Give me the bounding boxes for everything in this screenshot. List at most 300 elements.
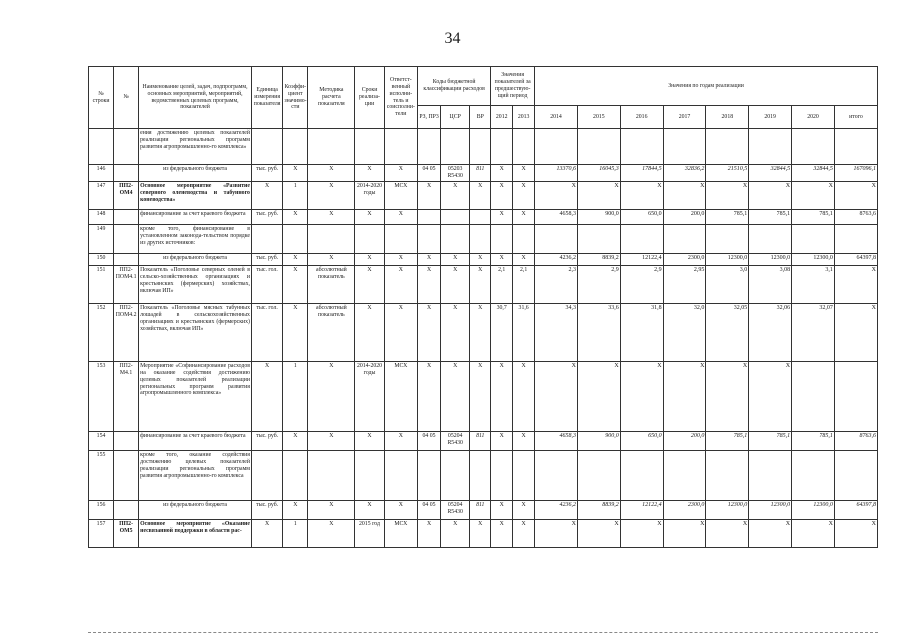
cell-v15 — [577, 129, 620, 165]
cell-rz: 04 05 — [418, 165, 441, 182]
cell-vr: X — [470, 253, 491, 265]
cell-method: X — [308, 519, 355, 547]
cell-method: X — [308, 431, 355, 450]
cell-method: X — [308, 165, 355, 182]
header-year-2013: 2013 — [513, 106, 535, 129]
header-code-csr: ЦСР — [441, 106, 470, 129]
cell-v19: 12300,0 — [749, 253, 792, 265]
cell-coef: X — [283, 253, 308, 265]
cell-v15: X — [577, 519, 620, 547]
cell-rz: X — [418, 519, 441, 547]
cell-rz: X — [418, 253, 441, 265]
cell-v18: 12300,0 — [706, 253, 749, 265]
cell-v18: X — [706, 181, 749, 209]
cell-unit: тыс. гол. — [251, 265, 282, 303]
cell-p13 — [513, 129, 535, 165]
cell-vr: X — [470, 361, 491, 431]
cell-term: X — [355, 500, 384, 519]
cell-coef — [283, 224, 308, 253]
cell-v15: X — [577, 181, 620, 209]
cell-v16: 650,0 — [620, 209, 663, 224]
cell-p13: 31,6 — [513, 303, 535, 361]
cell-coef — [283, 129, 308, 165]
cell-v17 — [663, 224, 706, 253]
cell-resp — [384, 224, 417, 253]
cell-p13: X — [513, 209, 535, 224]
cell-v15: 33,6 — [577, 303, 620, 361]
header-year-2017: 2017 — [663, 106, 706, 129]
cell-v15: X — [577, 361, 620, 431]
cell-v14: X — [535, 361, 578, 431]
cell-code — [114, 165, 139, 182]
cell-csr — [441, 224, 470, 253]
cell-v15: 16045,3 — [577, 165, 620, 182]
cell-csr: X — [441, 303, 470, 361]
cell-p12: X — [491, 253, 513, 265]
cell-vr: X — [470, 181, 491, 209]
table-body — [89, 129, 878, 548]
table-row — [89, 209, 878, 224]
cell-v14: 4658,3 — [535, 209, 578, 224]
cell-name: финансирование за счет краевого бюджета — [139, 431, 252, 450]
cell-name: Основное мероприятие «Развитие северного оленеводства и табунного коневодства» — [139, 181, 252, 209]
cell-code — [114, 500, 139, 519]
cell-resp: X — [384, 500, 417, 519]
cell-v15: 8839,2 — [577, 253, 620, 265]
cell-vr — [470, 224, 491, 253]
cell-code: ПП2-М4.1 — [114, 361, 139, 431]
cell-method — [308, 129, 355, 165]
cell-term: 2014-2020 годы — [355, 181, 384, 209]
cell-v16 — [620, 450, 663, 500]
cell-rz: X — [418, 303, 441, 361]
cell-resp: X — [384, 209, 417, 224]
cell-name: из федерального бюджета — [139, 253, 252, 265]
cell-p13 — [513, 450, 535, 500]
cell-v19: 12300,0 — [749, 500, 792, 519]
header-row-1 — [89, 67, 878, 106]
header-coef: Коэффи-циент значимо-сти — [283, 67, 308, 129]
cell-term: 2015 год — [355, 519, 384, 547]
cell-v19: 3,08 — [749, 265, 792, 303]
cell-resp: X — [384, 165, 417, 182]
cell-v20: X — [792, 181, 835, 209]
cell-unit — [251, 224, 282, 253]
cell-tot: X — [834, 303, 877, 361]
table-row — [89, 265, 878, 303]
cell-v14: 4236,2 — [535, 500, 578, 519]
cell-n — [89, 129, 114, 165]
cell-unit: тыс. гол. — [251, 303, 282, 361]
cell-n: 149 — [89, 224, 114, 253]
cell-unit: тыс. руб. — [251, 209, 282, 224]
cell-v20: 3,1 — [792, 265, 835, 303]
cell-vr: X — [470, 265, 491, 303]
cell-coef: X — [283, 265, 308, 303]
table-row — [89, 165, 878, 182]
header-term: Сроки реализа-ции — [355, 67, 384, 129]
cell-vr: 811 — [470, 431, 491, 450]
cell-p12: X — [491, 431, 513, 450]
table-row — [89, 253, 878, 265]
cell-p13: X — [513, 253, 535, 265]
cell-resp — [384, 450, 417, 500]
cell-v16: X — [620, 181, 663, 209]
cell-v14: 2,3 — [535, 265, 578, 303]
cell-p13: 2,1 — [513, 265, 535, 303]
header-year-2019: 2019 — [749, 106, 792, 129]
header-code-rz: РЗ, ПР3 — [418, 106, 441, 129]
header-year-2012: 2012 — [491, 106, 513, 129]
cell-v17 — [663, 129, 706, 165]
cell-v14 — [535, 450, 578, 500]
cell-method — [308, 224, 355, 253]
header-name: Наименование целей, задач, подпрограмм, основных мероприятий, мероприятий, ведомственных целевых программ, показателей — [139, 67, 252, 129]
cell-resp: МСХ — [384, 519, 417, 547]
cell-tot: 64397,8 — [834, 253, 877, 265]
cell-v16 — [620, 129, 663, 165]
cell-method: X — [308, 181, 355, 209]
cell-v16: 650,0 — [620, 431, 663, 450]
cell-v19: X — [749, 519, 792, 547]
cell-tot: 64397,8 — [834, 500, 877, 519]
cell-n: 155 — [89, 450, 114, 500]
header-total: итого — [834, 106, 877, 129]
cell-rz: 04 05 — [418, 500, 441, 519]
cell-v17 — [663, 450, 706, 500]
cell-method: X — [308, 500, 355, 519]
header-year-2018: 2018 — [706, 106, 749, 129]
cell-unit — [251, 129, 282, 165]
cell-v17: 32,0 — [663, 303, 706, 361]
header-budget-codes: Коды бюджетной классификации расходов — [418, 67, 491, 106]
cell-rz: X — [418, 181, 441, 209]
cell-csr: 05204 R5430 — [441, 431, 470, 450]
cell-name: Показатель «Поголовье северных оленей в сельско-хозяйственных организациях и крестьянских (фермерских) хозяйствах, включая ИП» — [139, 265, 252, 303]
cell-v16: 12122,4 — [620, 253, 663, 265]
header-years-title: Значения по годам реализации — [535, 67, 878, 106]
page-bottom-edge — [88, 632, 878, 633]
cell-v20: 785,1 — [792, 431, 835, 450]
header-responsible: Ответст-венный исполни-тель и соисполни-тели — [384, 67, 417, 129]
cell-p12: X — [491, 519, 513, 547]
cell-csr: X — [441, 181, 470, 209]
cell-v14: 4658,3 — [535, 431, 578, 450]
page-number: 34 — [444, 30, 461, 47]
cell-unit: тыс. руб. — [251, 253, 282, 265]
header-code-vr: ВР — [470, 106, 491, 129]
budget-table — [88, 66, 878, 548]
cell-csr: X — [441, 265, 470, 303]
cell-coef: X — [283, 209, 308, 224]
cell-rz: 04 05 — [418, 431, 441, 450]
cell-n: 150 — [89, 253, 114, 265]
table-row — [89, 450, 878, 500]
cell-rz — [418, 450, 441, 500]
cell-coef: X — [283, 500, 308, 519]
header-year-2016: 2016 — [620, 106, 663, 129]
cell-p13: X — [513, 181, 535, 209]
cell-vr — [470, 209, 491, 224]
cell-v18: X — [706, 361, 749, 431]
cell-v15: 2,9 — [577, 265, 620, 303]
cell-code: ПП2-ПОМ4.1 — [114, 265, 139, 303]
cell-v19: X — [749, 361, 792, 431]
header-method: Методика расчета показателя — [308, 67, 355, 129]
cell-n: 148 — [89, 209, 114, 224]
cell-code — [114, 129, 139, 165]
cell-vr: X — [470, 519, 491, 547]
cell-coef: 1 — [283, 361, 308, 431]
cell-v15: 8839,2 — [577, 500, 620, 519]
cell-resp — [384, 129, 417, 165]
cell-rz: X — [418, 265, 441, 303]
cell-method — [308, 450, 355, 500]
cell-v15: 900,0 — [577, 431, 620, 450]
header-no: № — [114, 67, 139, 129]
cell-p13: X — [513, 361, 535, 431]
cell-csr — [441, 450, 470, 500]
cell-term: 2014-2020 годы — [355, 361, 384, 431]
cell-coef: X — [283, 303, 308, 361]
cell-rz — [418, 224, 441, 253]
cell-csr: 05203 R5430 — [441, 165, 470, 182]
cell-v16: X — [620, 519, 663, 547]
cell-csr: X — [441, 519, 470, 547]
cell-term — [355, 450, 384, 500]
cell-resp: X — [384, 265, 417, 303]
cell-v19 — [749, 129, 792, 165]
cell-unit: X — [251, 361, 282, 431]
cell-p12 — [491, 129, 513, 165]
cell-unit: X — [251, 519, 282, 547]
cell-p12: 2,1 — [491, 265, 513, 303]
cell-resp: МСХ — [384, 181, 417, 209]
cell-p13 — [513, 224, 535, 253]
cell-v19: 32,06 — [749, 303, 792, 361]
cell-name: кроме того, финансирование в установленном законода-тельством порядке из других источников: — [139, 224, 252, 253]
cell-name: кроме того, оказание содействия достижению целевых показателей реализации региональных программ развития агропромышленно-го комплекса — [139, 450, 252, 500]
cell-tot — [834, 224, 877, 253]
cell-v17: 200,0 — [663, 431, 706, 450]
cell-v20 — [792, 129, 835, 165]
cell-rz: X — [418, 361, 441, 431]
cell-p13: X — [513, 519, 535, 547]
cell-v18 — [706, 129, 749, 165]
cell-rz — [418, 209, 441, 224]
cell-term: X — [355, 265, 384, 303]
table-row — [89, 224, 878, 253]
cell-unit: тыс. руб. — [251, 500, 282, 519]
cell-term: X — [355, 253, 384, 265]
cell-v14: 34,3 — [535, 303, 578, 361]
cell-name: Показатель «Поголовье мясных табунных лошадей в сельскохозяйственных организациях и крестьянских (фермерских) хозяйствах, включая ИП» — [139, 303, 252, 361]
cell-tot: X — [834, 265, 877, 303]
cell-coef: 1 — [283, 181, 308, 209]
cell-unit: тыс. руб. — [251, 165, 282, 182]
cell-name: из федерального бюджета — [139, 500, 252, 519]
cell-v17: 2300,0 — [663, 500, 706, 519]
cell-p12: X — [491, 181, 513, 209]
cell-term — [355, 129, 384, 165]
cell-v16: 17844,5 — [620, 165, 663, 182]
cell-v17: 2300,0 — [663, 253, 706, 265]
cell-name: финансирование за счет краевого бюджета — [139, 209, 252, 224]
cell-tot: 8763,6 — [834, 431, 877, 450]
header-row-no: № строки — [89, 67, 114, 129]
cell-v17: 32836,2 — [663, 165, 706, 182]
cell-v14: X — [535, 519, 578, 547]
cell-code — [114, 431, 139, 450]
cell-n: 153 — [89, 361, 114, 431]
cell-v19: 32844,5 — [749, 165, 792, 182]
cell-v18: 12300,0 — [706, 500, 749, 519]
cell-v20 — [792, 224, 835, 253]
cell-code — [114, 450, 139, 500]
cell-vr: 811 — [470, 500, 491, 519]
cell-resp: X — [384, 303, 417, 361]
cell-code: ПП2-ОМ4 — [114, 181, 139, 209]
cell-v18 — [706, 224, 749, 253]
header-year-2014: 2014 — [535, 106, 578, 129]
cell-v17: 200,0 — [663, 209, 706, 224]
cell-v16: 2,9 — [620, 265, 663, 303]
cell-v14: 13370,6 — [535, 165, 578, 182]
cell-v16: 31,8 — [620, 303, 663, 361]
cell-code: ПП2-ПОМ4.2 — [114, 303, 139, 361]
cell-method: X — [308, 253, 355, 265]
cell-v20: 32844,5 — [792, 165, 835, 182]
cell-name: из федерального бюджета — [139, 165, 252, 182]
cell-tot: 8763,6 — [834, 209, 877, 224]
cell-coef — [283, 450, 308, 500]
cell-csr — [441, 129, 470, 165]
header-unit: Единица измерения показателя — [251, 67, 282, 129]
cell-v19: X — [749, 181, 792, 209]
cell-v20: 785,1 — [792, 209, 835, 224]
cell-p12 — [491, 224, 513, 253]
header-prior-period: Значения показателей за предшествую-щий период — [491, 67, 535, 106]
cell-tot: 167096,1 — [834, 165, 877, 182]
cell-tot — [834, 361, 877, 431]
cell-name: ения достижению целевых показателей реализации региональных программ развития агропромышленно-го комплекса» — [139, 129, 252, 165]
cell-tot — [834, 129, 877, 165]
cell-term: X — [355, 431, 384, 450]
cell-unit — [251, 450, 282, 500]
header-year-2015: 2015 — [577, 106, 620, 129]
cell-v14 — [535, 224, 578, 253]
cell-coef: 1 — [283, 519, 308, 547]
cell-coef: X — [283, 165, 308, 182]
cell-method: абсолютный показатель — [308, 303, 355, 361]
cell-v14: X — [535, 181, 578, 209]
cell-v17: X — [663, 181, 706, 209]
cell-v16: X — [620, 361, 663, 431]
cell-tot: X — [834, 519, 877, 547]
cell-code — [114, 224, 139, 253]
cell-v18: 32,05 — [706, 303, 749, 361]
cell-csr — [441, 209, 470, 224]
cell-n: 152 — [89, 303, 114, 361]
cell-term: X — [355, 303, 384, 361]
cell-p12: X — [491, 361, 513, 431]
cell-code: ПП2-ОМ5 — [114, 519, 139, 547]
cell-coef: X — [283, 431, 308, 450]
cell-vr: 811 — [470, 165, 491, 182]
cell-p13: X — [513, 431, 535, 450]
cell-resp: X — [384, 253, 417, 265]
cell-p12: 30,7 — [491, 303, 513, 361]
header-year-2020: 2020 — [792, 106, 835, 129]
cell-n: 146 — [89, 165, 114, 182]
cell-v20: 32,07 — [792, 303, 835, 361]
cell-v18: X — [706, 519, 749, 547]
cell-v20 — [792, 450, 835, 500]
cell-term: X — [355, 165, 384, 182]
cell-method: X — [308, 361, 355, 431]
cell-tot — [834, 450, 877, 500]
cell-v17: X — [663, 361, 706, 431]
cell-v19: 785,1 — [749, 209, 792, 224]
cell-n: 151 — [89, 265, 114, 303]
table-row — [89, 431, 878, 450]
cell-p12: X — [491, 165, 513, 182]
cell-v17: 2,95 — [663, 265, 706, 303]
cell-p12 — [491, 450, 513, 500]
cell-n: 147 — [89, 181, 114, 209]
cell-v15 — [577, 224, 620, 253]
cell-v19 — [749, 450, 792, 500]
cell-name: Мероприятие «Софинансирование расходов на оказание содействия достижению целевых показателей реализации региональных программ развития агропромышленного комплекса» — [139, 361, 252, 431]
cell-p12: X — [491, 209, 513, 224]
cell-v19: 785,1 — [749, 431, 792, 450]
cell-term — [355, 224, 384, 253]
cell-p13: X — [513, 165, 535, 182]
cell-v17: X — [663, 519, 706, 547]
cell-csr: X — [441, 253, 470, 265]
table-row — [89, 500, 878, 519]
cell-v15 — [577, 450, 620, 500]
cell-vr: X — [470, 303, 491, 361]
cell-v18: 21510,5 — [706, 165, 749, 182]
cell-code — [114, 209, 139, 224]
cell-term: X — [355, 209, 384, 224]
cell-unit: тыс. руб. — [251, 431, 282, 450]
cell-tot: X — [834, 181, 877, 209]
cell-vr — [470, 450, 491, 500]
cell-code — [114, 253, 139, 265]
cell-method: абсолютный показатель — [308, 265, 355, 303]
cell-v19 — [749, 224, 792, 253]
cell-resp: МСХ — [384, 361, 417, 431]
cell-vr — [470, 129, 491, 165]
cell-resp: X — [384, 431, 417, 450]
cell-rz — [418, 129, 441, 165]
cell-p12: X — [491, 500, 513, 519]
table-row — [89, 361, 878, 431]
cell-method: X — [308, 209, 355, 224]
table-row — [89, 181, 878, 209]
cell-n: 156 — [89, 500, 114, 519]
table-row — [89, 129, 878, 165]
cell-p13: X — [513, 500, 535, 519]
cell-name: Основное мероприятие «Оказание несвязанной поддержки в области рас- — [139, 519, 252, 547]
cell-v20: 12300,0 — [792, 500, 835, 519]
table-row — [89, 303, 878, 361]
cell-v18 — [706, 450, 749, 500]
cell-csr: X — [441, 361, 470, 431]
cell-v16: 12122,4 — [620, 500, 663, 519]
